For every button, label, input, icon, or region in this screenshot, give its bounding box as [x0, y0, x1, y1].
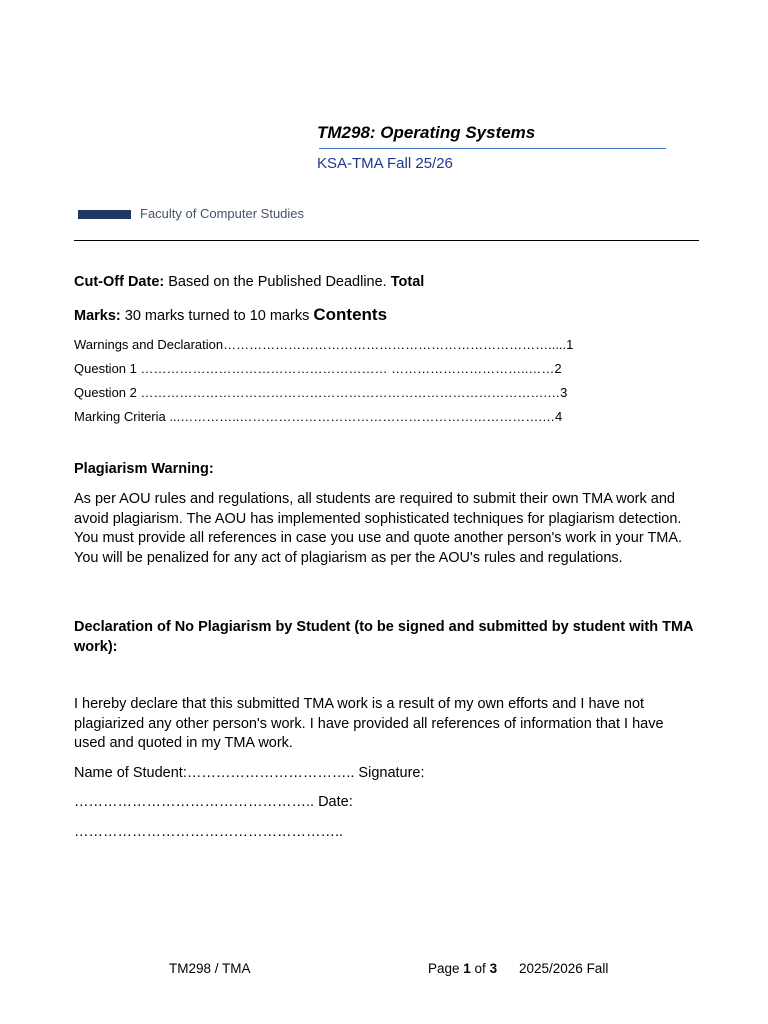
- blank-line: ………………………………………………..: [74, 824, 344, 840]
- university-logo: [78, 210, 131, 219]
- header-divider: [74, 240, 699, 241]
- contents-heading: Contents: [313, 305, 388, 324]
- course-name: : Operating Systems: [369, 123, 536, 142]
- cutoff-text: Based on the Published Deadline.: [164, 274, 391, 290]
- plagiarism-body: As per AOU rules and regulations, all students are required to submit their own TMA work and avoid plagiarism. The AOU has implemented sophisticated techniques for plagiarism detection. You must provide all references in case you use and quote another person's work in your TMA. You will be penalized for any act of plagiarism as per the AOU's rules and regulations.: [74, 491, 683, 566]
- toc-item-warnings[interactable]: Warnings and Declaration………………………………………………………………….....1: [74, 337, 574, 352]
- toc-item-marking-criteria[interactable]: Marking Criteria ...…………..…………………………………………………………….…4: [74, 409, 563, 424]
- declaration-heading: Declaration of No Plagiarism by Student (to be signed and submitted by student with TMA work):: [74, 619, 693, 655]
- tma-subtitle: KSA-TMA Fall 25/26: [317, 155, 453, 172]
- plagiarism-heading: Plagiarism Warning:: [74, 461, 214, 477]
- faculty-name: Faculty of Computer Studies: [140, 206, 305, 221]
- footer-course: TM298 / TMA: [169, 961, 251, 976]
- course-title: [317, 123, 535, 143]
- course-code: TM298: [317, 123, 370, 142]
- footer-page-number: Page 1 of 3: [428, 961, 498, 976]
- toc-item-question-2[interactable]: Question 2 ………………………………………………………………………………….…3: [74, 385, 568, 400]
- footer-term: 2025/2026 Fall: [519, 961, 609, 976]
- marks-text: 30 marks turned to 10 marks: [120, 308, 314, 324]
- title-underline: [319, 148, 666, 149]
- cutoff-label: Cut-Off Date:: [74, 274, 165, 290]
- marks-line: [74, 305, 694, 327]
- date-line: ………………………………………….. Date:: [74, 794, 353, 810]
- declaration-body: I hereby declare that this submitted TMA work is a result of my own efforts and I have not plagiarized any other person's work. I have provided all references of information that I have used and quoted in my TMA work.: [74, 696, 664, 751]
- student-name-signature-line: Name of Student:…………………………….. Signature:: [74, 765, 425, 781]
- marks-label: Marks:: [74, 308, 121, 324]
- total-label: Total: [390, 274, 425, 290]
- cutoff-line: [74, 273, 694, 293]
- toc-item-question-1[interactable]: Question 1 ………………………………………………… …………………………..……2: [74, 361, 562, 376]
